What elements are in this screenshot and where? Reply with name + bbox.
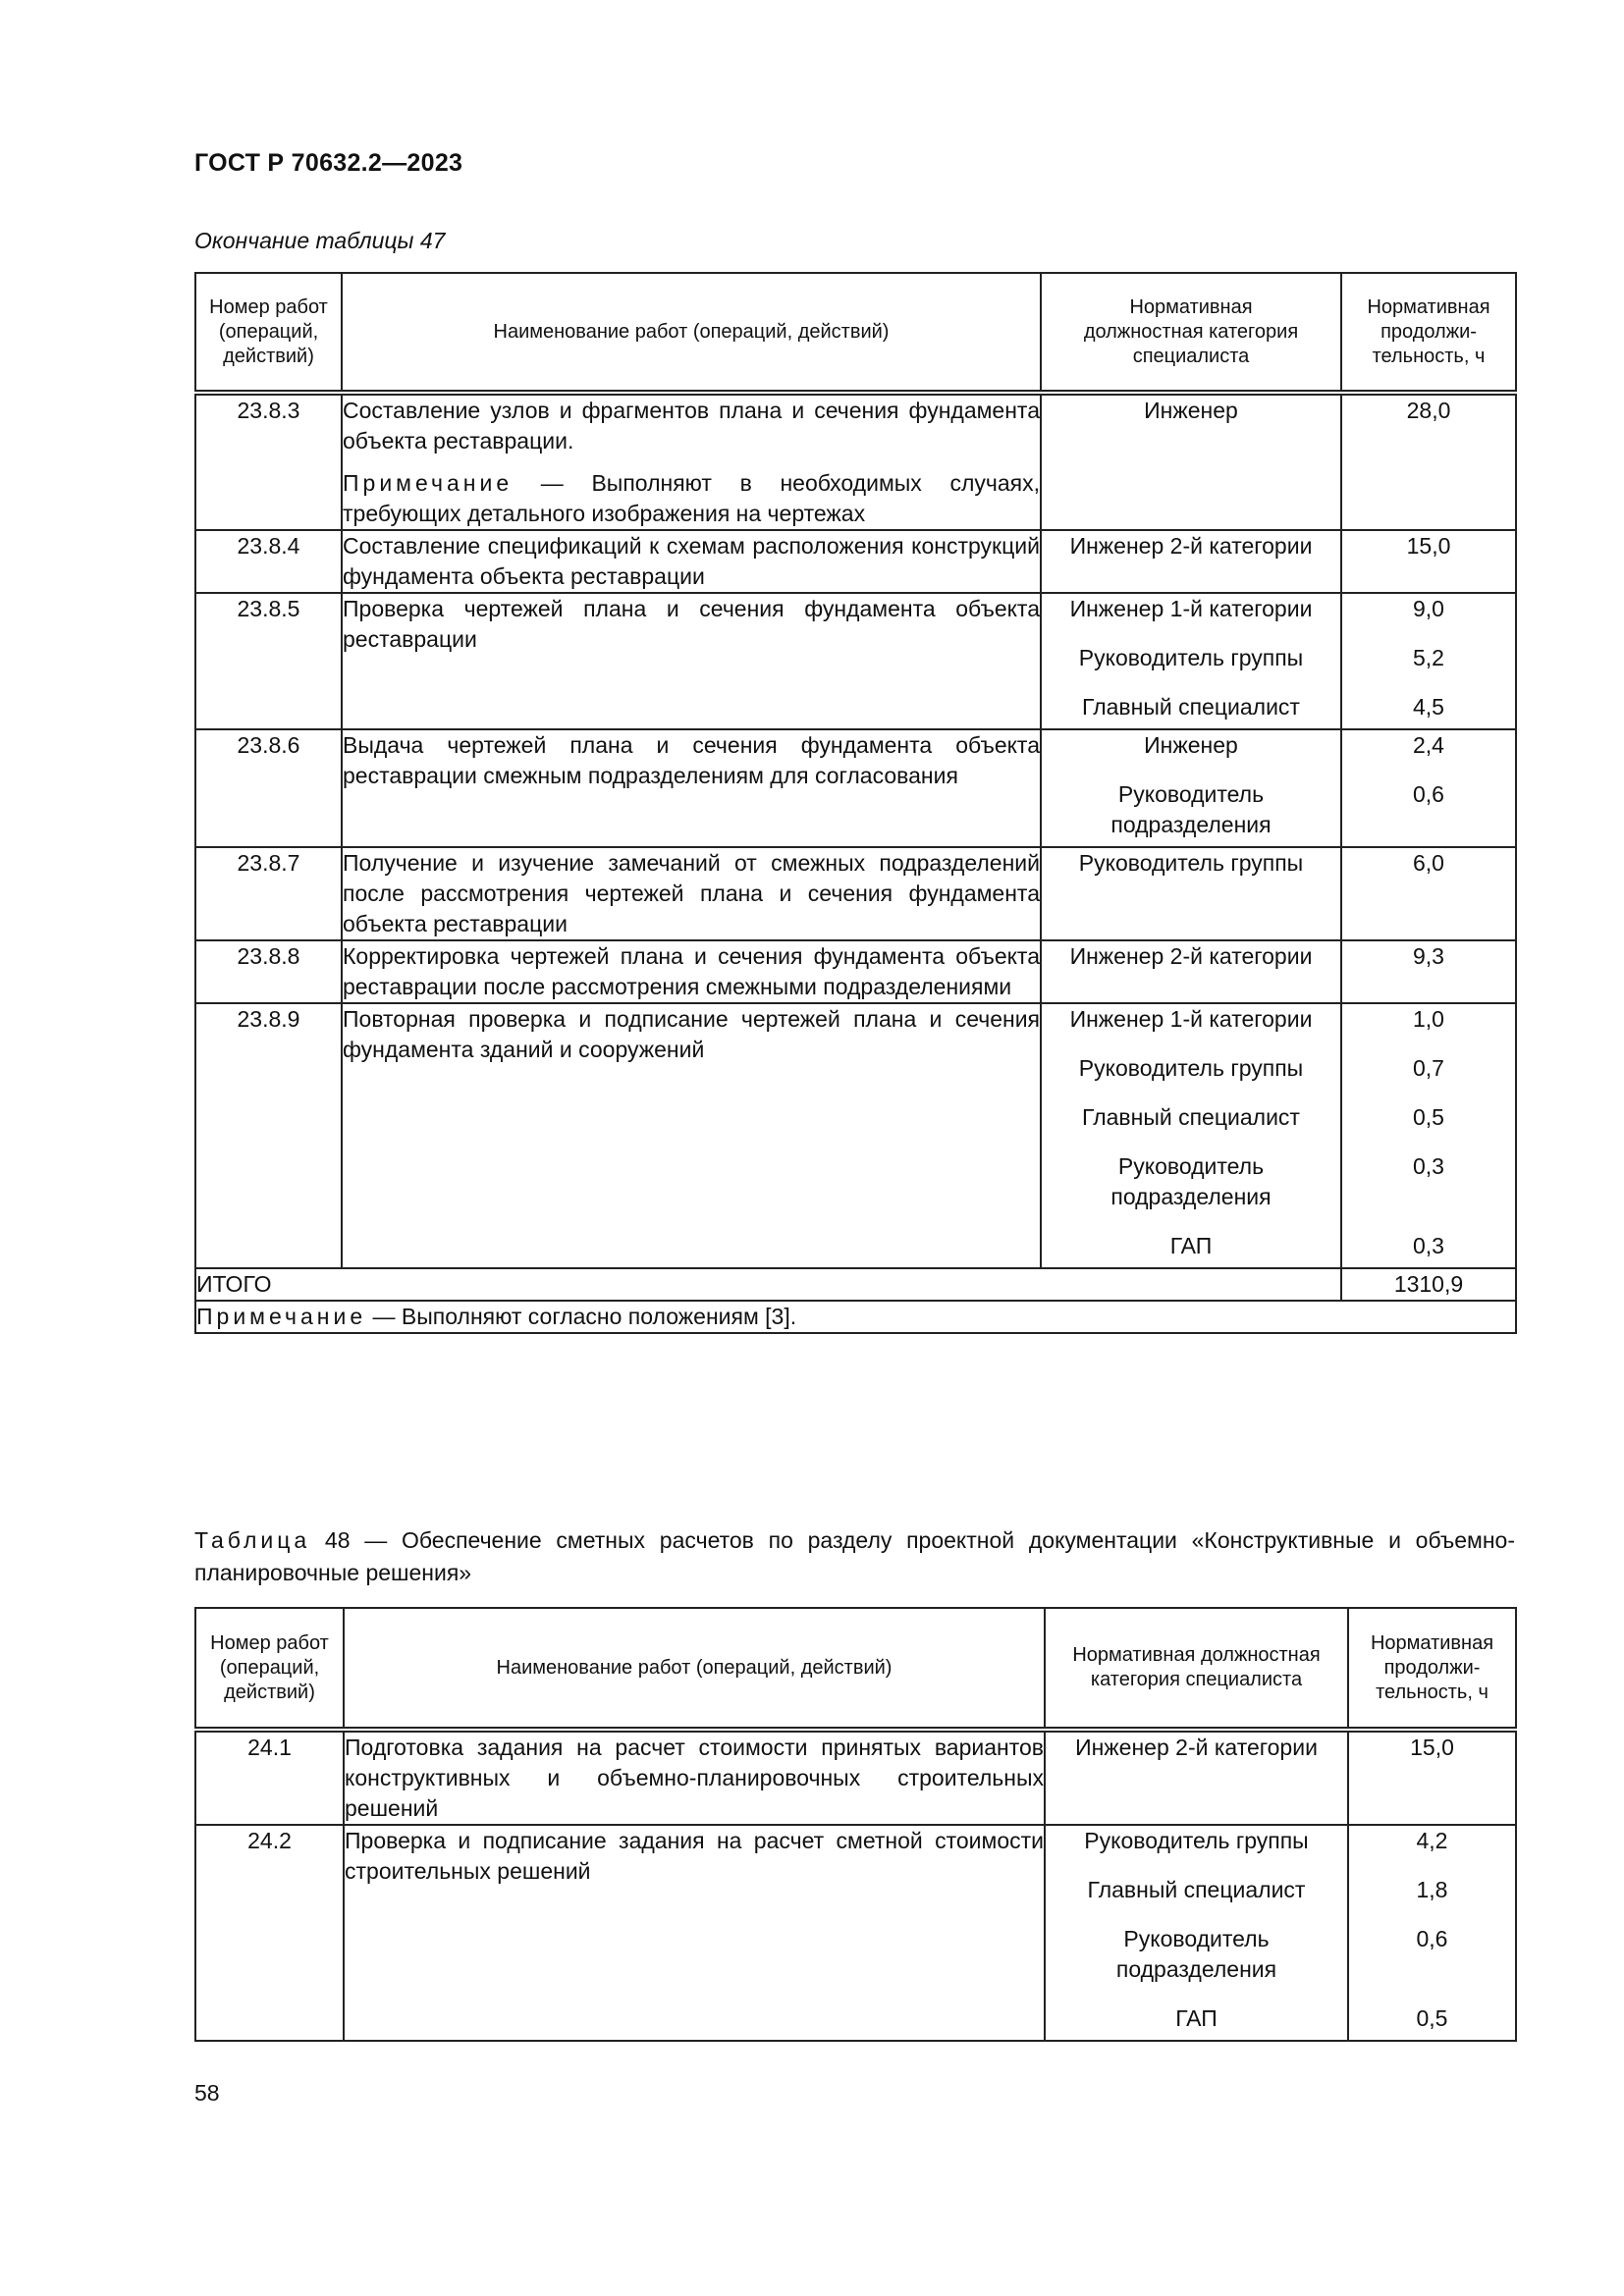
duration-value: 1,8 bbox=[1416, 1877, 1448, 1902]
duration-value: 9,3 bbox=[1413, 943, 1444, 969]
specialist-category: Руководитель группы bbox=[1078, 645, 1304, 670]
table-47-body bbox=[195, 393, 1516, 1268]
table-48-body bbox=[195, 1730, 1516, 2041]
table-48 bbox=[194, 1607, 1517, 2042]
table-48-caption-label: Таблица bbox=[194, 1527, 311, 1553]
work-note bbox=[343, 468, 1040, 529]
table-row bbox=[195, 593, 1516, 729]
specialist-category-cell bbox=[1045, 1730, 1348, 1825]
duration-cell bbox=[1341, 1003, 1516, 1268]
specialist-category: ГАП bbox=[1169, 1233, 1213, 1258]
work-name-cell bbox=[342, 1003, 1041, 1268]
work-name-cell bbox=[342, 940, 1041, 1003]
duration-value: 6,0 bbox=[1413, 850, 1444, 876]
header-duration: Нормативная продолжи-тельность, ч bbox=[1341, 273, 1516, 393]
header-specialist-category: Нормативная должностная категория специалиста bbox=[1045, 1608, 1348, 1730]
table-47-total-row bbox=[195, 1268, 1516, 1301]
duration-cell bbox=[1341, 530, 1516, 593]
header-work-name: Наименование работ (операций, действий) bbox=[342, 273, 1041, 393]
table-47 bbox=[194, 272, 1517, 1334]
work-name-text: Повторная проверка и подписание чертежей плана и сечения фундамента зданий и сооружений bbox=[343, 1006, 1040, 1062]
specialist-category: Главный специалист bbox=[1082, 694, 1300, 720]
duration-value: 15,0 bbox=[1406, 533, 1451, 559]
table-47-continuation-caption: Окончание таблицы 47 bbox=[194, 228, 446, 253]
table-47-note-text: — Выполняют согласно положениям [3]. bbox=[366, 1304, 797, 1329]
work-name-text: Корректировка чертежей плана и сечения фундамента объекта реставрации после рассмотрения смежными подразделениями bbox=[343, 943, 1040, 999]
work-name-cell bbox=[342, 593, 1041, 729]
work-name-text: Подготовка задания на расчет стоимости принятых вариантов конструктивных и объемно-планировочных строительных решений bbox=[345, 1735, 1044, 1821]
duration-value: 0,5 bbox=[1416, 2005, 1448, 2031]
table-row bbox=[195, 1003, 1516, 1268]
work-name-cell bbox=[342, 729, 1041, 847]
table-row bbox=[195, 393, 1516, 530]
duration-value: 2,4 bbox=[1413, 732, 1444, 758]
duration-value: 0,6 bbox=[1413, 781, 1444, 807]
header-work-number: Номер работ (операций, действий) bbox=[195, 1608, 344, 1730]
specialist-category: Инженер bbox=[1144, 398, 1238, 423]
header-specialist-category: Нормативная должностная категория специалиста bbox=[1041, 273, 1341, 393]
work-number-cell: 24.2 bbox=[195, 1825, 344, 2041]
duration-value: 0,5 bbox=[1413, 1104, 1444, 1130]
table-48-caption bbox=[194, 1524, 1515, 1589]
work-number-cell: 23.8.6 bbox=[195, 729, 342, 847]
duration-value: 0,3 bbox=[1413, 1233, 1444, 1258]
work-name-cell bbox=[342, 393, 1041, 530]
duration-value: 1,0 bbox=[1413, 1006, 1444, 1032]
table-48-header-row bbox=[195, 1608, 1516, 1730]
duration-cell bbox=[1341, 847, 1516, 940]
duration-value: 15,0 bbox=[1410, 1735, 1454, 1760]
work-number-cell: 24.1 bbox=[195, 1730, 344, 1825]
specialist-category: Главный специалист bbox=[1082, 1104, 1300, 1130]
duration-cell bbox=[1341, 393, 1516, 530]
duration-value: 0,7 bbox=[1413, 1055, 1444, 1081]
specialist-category: Инженер 2-й категории bbox=[1069, 533, 1313, 559]
table-row bbox=[195, 940, 1516, 1003]
table-48-caption-text: 48 — Обеспечение сметных расчетов по разделу проектной документации «Конструктивные и объемно-планировочные решения» bbox=[194, 1527, 1515, 1585]
table-row bbox=[195, 847, 1516, 940]
table-row bbox=[195, 729, 1516, 847]
total-value: 1310,9 bbox=[1341, 1268, 1516, 1301]
table-47-note bbox=[195, 1301, 1516, 1333]
specialist-category: Инженер 2-й категории bbox=[1075, 1735, 1318, 1760]
work-number-cell: 23.8.7 bbox=[195, 847, 342, 940]
duration-value: 0,6 bbox=[1416, 1926, 1448, 1951]
work-number-cell: 23.8.9 bbox=[195, 1003, 342, 1268]
specialist-category-cell bbox=[1041, 593, 1341, 729]
specialist-category-cell bbox=[1041, 530, 1341, 593]
work-name-text: Выдача чертежей плана и сечения фундамента объекта реставрации смежным подразделениям для согласования bbox=[343, 732, 1040, 788]
work-name-cell bbox=[344, 1730, 1045, 1825]
work-number-cell: 23.8.8 bbox=[195, 940, 342, 1003]
duration-value: 4,2 bbox=[1416, 1828, 1448, 1853]
table-47-note-label: Примечание bbox=[196, 1304, 367, 1329]
duration-cell bbox=[1348, 1825, 1516, 2041]
specialist-category: ГАП bbox=[1175, 2005, 1218, 2031]
table-row bbox=[195, 530, 1516, 593]
specialist-category: Руководитель подразделения bbox=[1110, 1153, 1272, 1209]
specialist-category: Руководитель группы bbox=[1078, 1055, 1304, 1081]
specialist-category: Инженер bbox=[1144, 732, 1238, 758]
work-number-cell: 23.8.5 bbox=[195, 593, 342, 729]
work-name-text: Составление узлов и фрагментов плана и сечения фундамента объекта реставрации. bbox=[343, 398, 1040, 454]
specialist-category: Главный специалист bbox=[1087, 1877, 1306, 1902]
duration-cell bbox=[1348, 1730, 1516, 1825]
duration-cell bbox=[1341, 940, 1516, 1003]
work-number-cell: 23.8.3 bbox=[195, 393, 342, 530]
work-name-cell bbox=[342, 847, 1041, 940]
specialist-category-cell bbox=[1041, 940, 1341, 1003]
table-row bbox=[195, 1730, 1516, 1825]
specialist-category: Руководитель подразделения bbox=[1115, 1926, 1277, 1982]
specialist-category-cell bbox=[1045, 1825, 1348, 2041]
work-note-text: — Выполняют в необходимых случаях, требующих детального изображения на чертежах bbox=[343, 470, 1040, 526]
specialist-category-cell bbox=[1041, 847, 1341, 940]
header-work-name: Наименование работ (операций, действий) bbox=[344, 1608, 1045, 1730]
work-note-label: Примечание bbox=[343, 470, 514, 496]
table-row bbox=[195, 1825, 1516, 2041]
document-header: ГОСТ Р 70632.2—2023 bbox=[194, 149, 463, 177]
specialist-category-cell bbox=[1041, 1003, 1341, 1268]
table-47-note-row bbox=[195, 1301, 1516, 1333]
work-name-cell bbox=[344, 1825, 1045, 2041]
specialist-category: Руководитель группы bbox=[1078, 850, 1304, 876]
duration-value: 4,5 bbox=[1413, 694, 1444, 720]
specialist-category: Инженер 1-й категории bbox=[1069, 1006, 1313, 1032]
header-duration: Нормативная продолжи-тельность, ч bbox=[1348, 1608, 1516, 1730]
duration-cell bbox=[1341, 729, 1516, 847]
work-name-text: Проверка чертежей плана и сечения фундамента объекта реставрации bbox=[343, 596, 1040, 652]
specialist-category-cell bbox=[1041, 393, 1341, 530]
duration-cell bbox=[1341, 593, 1516, 729]
table-47-header-row bbox=[195, 273, 1516, 393]
duration-value: 28,0 bbox=[1406, 398, 1451, 423]
specialist-category: Руководитель подразделения bbox=[1110, 781, 1272, 837]
header-work-number: Номер работ (операций, действий) bbox=[195, 273, 342, 393]
duration-value: 5,2 bbox=[1413, 645, 1444, 670]
specialist-category: Руководитель группы bbox=[1084, 1828, 1309, 1853]
duration-value: 0,3 bbox=[1413, 1153, 1444, 1179]
duration-value: 9,0 bbox=[1413, 596, 1444, 621]
total-label: ИТОГО bbox=[195, 1268, 1341, 1301]
specialist-category: Инженер 2-й категории bbox=[1069, 943, 1313, 969]
specialist-category-cell bbox=[1041, 729, 1341, 847]
specialist-category: Инженер 1-й категории bbox=[1069, 596, 1313, 621]
work-name-cell bbox=[342, 530, 1041, 593]
work-name-text: Проверка и подписание задания на расчет сметной стоимости строительных решений bbox=[345, 1828, 1044, 1884]
page-number: 58 bbox=[194, 2080, 220, 2106]
work-number-cell: 23.8.4 bbox=[195, 530, 342, 593]
work-name-text: Получение и изучение замечаний от смежных подразделений после рассмотрения чертежей плана и сечения фундамента объекта реставрации bbox=[343, 850, 1040, 936]
work-name-text: Составление спецификаций к схемам расположения конструкций фундамента объекта реставрации bbox=[343, 533, 1040, 589]
